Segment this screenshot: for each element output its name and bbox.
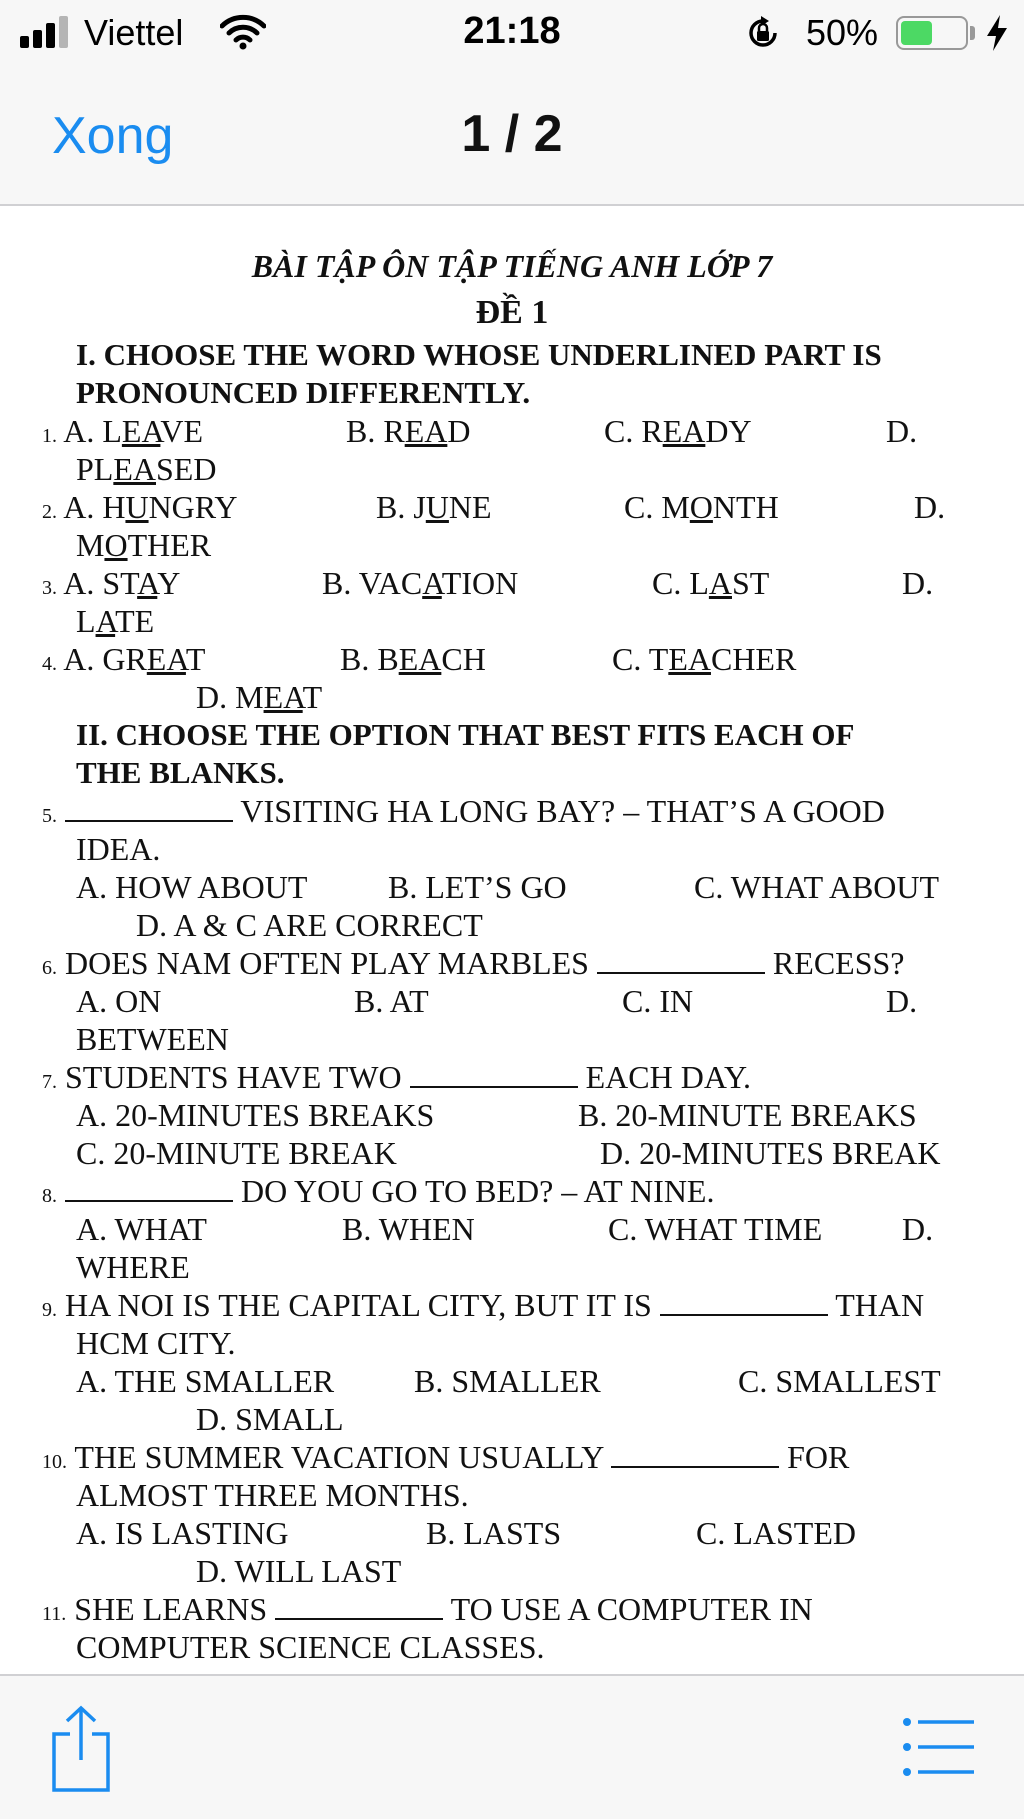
document-subtitle: ĐỀ 1 bbox=[475, 294, 549, 331]
answer-blank bbox=[65, 816, 233, 822]
question-9: 9. HA NOI IS THE CAPITAL CITY, BUT IT IS THAN bbox=[42, 1287, 925, 1323]
option-a: A. 20-MINUTES BREAKS bbox=[76, 1097, 435, 1133]
carrier-name: Viettel bbox=[84, 12, 184, 53]
option-d: D. A & C ARE CORRECT bbox=[136, 907, 483, 943]
option-d: D. bbox=[902, 1211, 934, 1247]
option-c: C. MONTH bbox=[624, 489, 779, 525]
option-d-text: MOTHER bbox=[76, 527, 212, 563]
option-c: C. LAST bbox=[652, 565, 770, 601]
done-button[interactable]: Xong bbox=[52, 107, 174, 165]
battery-percent: 50% bbox=[806, 12, 879, 53]
option-d: D. 20-MINUTES BREAK bbox=[600, 1135, 941, 1171]
status-time: 21:18 bbox=[463, 10, 561, 52]
option-b: B. READ bbox=[346, 413, 471, 449]
navigation-bar bbox=[0, 64, 1024, 206]
bottom-toolbar bbox=[0, 1674, 1024, 1819]
option-c: C. SMALLEST bbox=[738, 1363, 941, 1399]
option-d-text: LATE bbox=[76, 603, 155, 639]
answer-blank bbox=[597, 968, 765, 974]
option-c: C. 20-MINUTE BREAK bbox=[76, 1135, 397, 1171]
option-c: C. IN bbox=[622, 983, 694, 1019]
option-a: A. THE SMALLER bbox=[76, 1363, 335, 1399]
question-1: 1. A. LEAVE bbox=[42, 413, 204, 449]
option-b: B. LET’S GO bbox=[388, 869, 567, 905]
battery-level-fill bbox=[901, 21, 932, 45]
question-10-cont: ALMOST THREE MONTHS. bbox=[76, 1477, 469, 1513]
question-8: 8. DO YOU GO TO BED? – AT NINE. bbox=[42, 1173, 715, 1209]
battery-icon bbox=[896, 16, 968, 50]
question-9-cont: HCM CITY. bbox=[76, 1325, 236, 1361]
answer-blank bbox=[410, 1082, 578, 1088]
document-viewer[interactable] bbox=[0, 206, 1024, 1674]
option-a: A. IS LASTING bbox=[76, 1515, 289, 1551]
section-heading: I. CHOOSE THE WORD WHOSE UNDERLINED PART IS bbox=[76, 337, 882, 372]
status-bar bbox=[0, 0, 1024, 64]
section-heading: II. CHOOSE THE OPTION THAT BEST FITS EACH OF bbox=[76, 717, 855, 752]
question-10: 10. THE SUMMER VACATION USUALLY FOR bbox=[42, 1439, 850, 1475]
option-b: B. JUNE bbox=[376, 489, 492, 525]
option-d: D. bbox=[914, 489, 946, 525]
option-b: B. WHEN bbox=[342, 1211, 475, 1247]
option-d: D. bbox=[886, 983, 918, 1019]
page-indicator: 1 / 2 bbox=[461, 105, 563, 163]
option-c: C. READY bbox=[604, 413, 752, 449]
list-icon[interactable] bbox=[902, 1714, 976, 1780]
question-11: 11. SHE LEARNS TO USE A COMPUTER IN bbox=[42, 1591, 813, 1627]
share-icon[interactable] bbox=[48, 1704, 114, 1794]
answer-blank bbox=[660, 1310, 828, 1316]
option-c: C. TEACHER bbox=[612, 641, 797, 677]
question-5: 5. VISITING HA LONG BAY? – THAT’S A GOOD bbox=[42, 793, 885, 829]
answer-blank bbox=[611, 1462, 779, 1468]
option-b: B. AT bbox=[354, 983, 429, 1019]
question-5-cont: IDEA. bbox=[76, 831, 161, 867]
battery-tip bbox=[970, 26, 975, 40]
document-title: BÀI TẬP ÔN TẬP TIẾNG ANH LỚP 7 bbox=[251, 248, 773, 284]
section-heading: PRONOUNCED DIFFERENTLY. bbox=[76, 375, 531, 410]
option-b: B. SMALLER bbox=[414, 1363, 601, 1399]
option-b: B. LASTS bbox=[426, 1515, 562, 1551]
rotation-lock-icon bbox=[744, 14, 782, 52]
option-b: B. BEACH bbox=[340, 641, 486, 677]
section-heading: THE BLANKS. bbox=[76, 755, 285, 790]
option-b: B. VACATION bbox=[322, 565, 519, 601]
answer-blank bbox=[65, 1196, 233, 1202]
answer-blank bbox=[275, 1614, 443, 1620]
option-c: C. LASTED bbox=[696, 1515, 856, 1551]
option-d: D. MEAT bbox=[196, 679, 323, 715]
question-3: 3. A. STAY bbox=[42, 565, 181, 601]
option-c: C. WHAT TIME bbox=[608, 1211, 823, 1247]
option-d-text: WHERE bbox=[76, 1249, 190, 1285]
option-d: D. bbox=[902, 565, 934, 601]
option-b: B. 20-MINUTE BREAKS bbox=[578, 1097, 917, 1133]
option-a: A. HOW ABOUT bbox=[76, 869, 308, 905]
question-11-cont: COMPUTER SCIENCE CLASSES. bbox=[76, 1629, 545, 1665]
question-4: 4. A. GREAT bbox=[42, 641, 206, 677]
option-d: D. WILL LAST bbox=[196, 1553, 402, 1589]
option-d: D. bbox=[886, 413, 918, 449]
question-6: 6. DOES NAM OFTEN PLAY MARBLES RECESS? bbox=[42, 945, 905, 981]
charging-bolt-icon bbox=[984, 14, 1010, 52]
option-a: A. WHAT bbox=[76, 1211, 207, 1247]
option-d-text: BETWEEN bbox=[76, 1021, 229, 1057]
option-d-text: PLEASED bbox=[76, 451, 217, 487]
option-a: A. ON bbox=[76, 983, 162, 1019]
question-2: 2. A. HUNGRY bbox=[42, 489, 238, 525]
option-d: D. SMALL bbox=[196, 1401, 344, 1437]
question-7: 7. STUDENTS HAVE TWO EACH DAY. bbox=[42, 1059, 751, 1095]
option-c: C. WHAT ABOUT bbox=[694, 869, 940, 905]
